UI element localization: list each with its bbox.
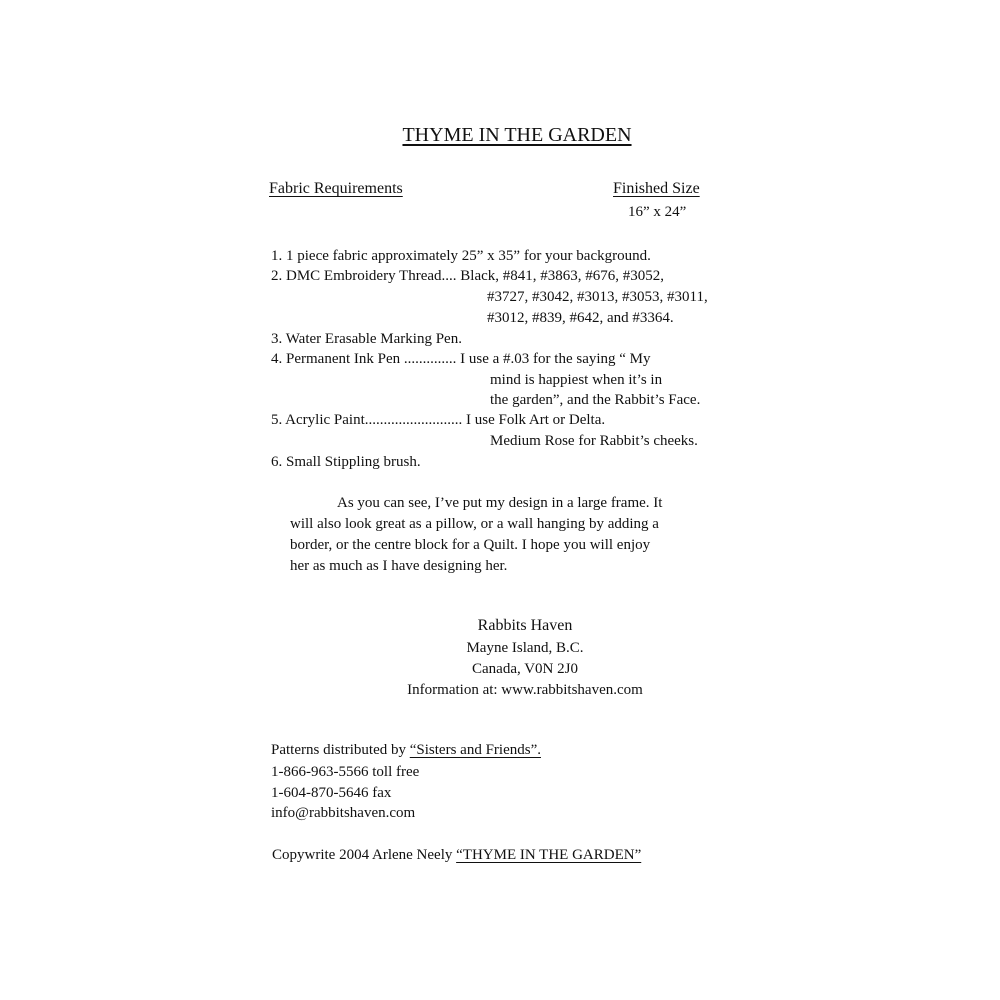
finished-size-value: 16” x 24” — [628, 204, 687, 220]
list-item-2-continuation: #3727, #3042, #3013, #3053, #3011, — [487, 289, 708, 305]
list-item-6: 6. Small Stippling brush. — [271, 454, 421, 470]
copyright-title: “THYME IN THE GARDEN” — [456, 847, 642, 863]
list-item-4-continuation: the garden”, and the Rabbit’s Face. — [490, 392, 701, 408]
phone-toll-free: 1-866-963-5566 toll free — [271, 764, 420, 780]
page-title: THYME IN THE GARDEN — [402, 124, 632, 146]
list-item-2: 2. DMC Embroidery Thread.... Black, #841, #3863, #676, #3052, — [271, 268, 665, 284]
list-item-3: 3. Water Erasable Marking Pen. — [271, 331, 462, 347]
company-address-line-2: Canada, V0N 2J0 — [472, 661, 578, 677]
paragraph-line: As you can see, I’ve put my design in a large frame. It — [337, 495, 663, 511]
list-item-5-continuation: Medium Rose for Rabbit’s cheeks. — [490, 433, 698, 449]
distribution-line — [271, 740, 541, 760]
distributor-name: “Sisters and Friends”. — [409, 742, 541, 758]
paragraph-line: border, or the centre block for a Quilt. I hope you will enjoy — [290, 537, 651, 553]
distribution-prefix: Patterns distributed by — [271, 742, 410, 758]
copyright-line — [272, 845, 641, 865]
copyright-text: Copywrite 2004 Arlene Neely — [272, 847, 457, 863]
list-item-2-continuation: #3012, #839, #642, and #3364. — [487, 310, 674, 326]
email-address: info@rabbitshaven.com — [271, 805, 416, 821]
company-info: Information at: www.rabbitshaven.com — [407, 682, 643, 698]
company-address-line-1: Mayne Island, B.C. — [466, 640, 584, 656]
list-item-5: 5. Acrylic Paint.......................... I use Folk Art or Delta. — [271, 412, 606, 428]
list-item-4: 4. Permanent Ink Pen .............. I use a #.03 for the saying “ My — [271, 351, 651, 367]
paragraph-line: her as much as I have designing her. — [290, 558, 508, 574]
finished-size-heading: Finished Size — [613, 180, 700, 197]
fabric-requirements-heading: Fabric Requirements — [269, 180, 403, 197]
description-paragraph — [290, 493, 740, 577]
fax-number: 1-604-870-5646 fax — [271, 785, 392, 801]
list-item-1: 1. 1 piece fabric approximately 25” x 35” for your background. — [271, 248, 651, 264]
list-item-4-continuation: mind is happiest when it’s in — [490, 372, 663, 388]
company-name: Rabbits Haven — [477, 617, 573, 634]
paragraph-line: will also look great as a pillow, or a wall hanging by adding a — [290, 516, 659, 532]
